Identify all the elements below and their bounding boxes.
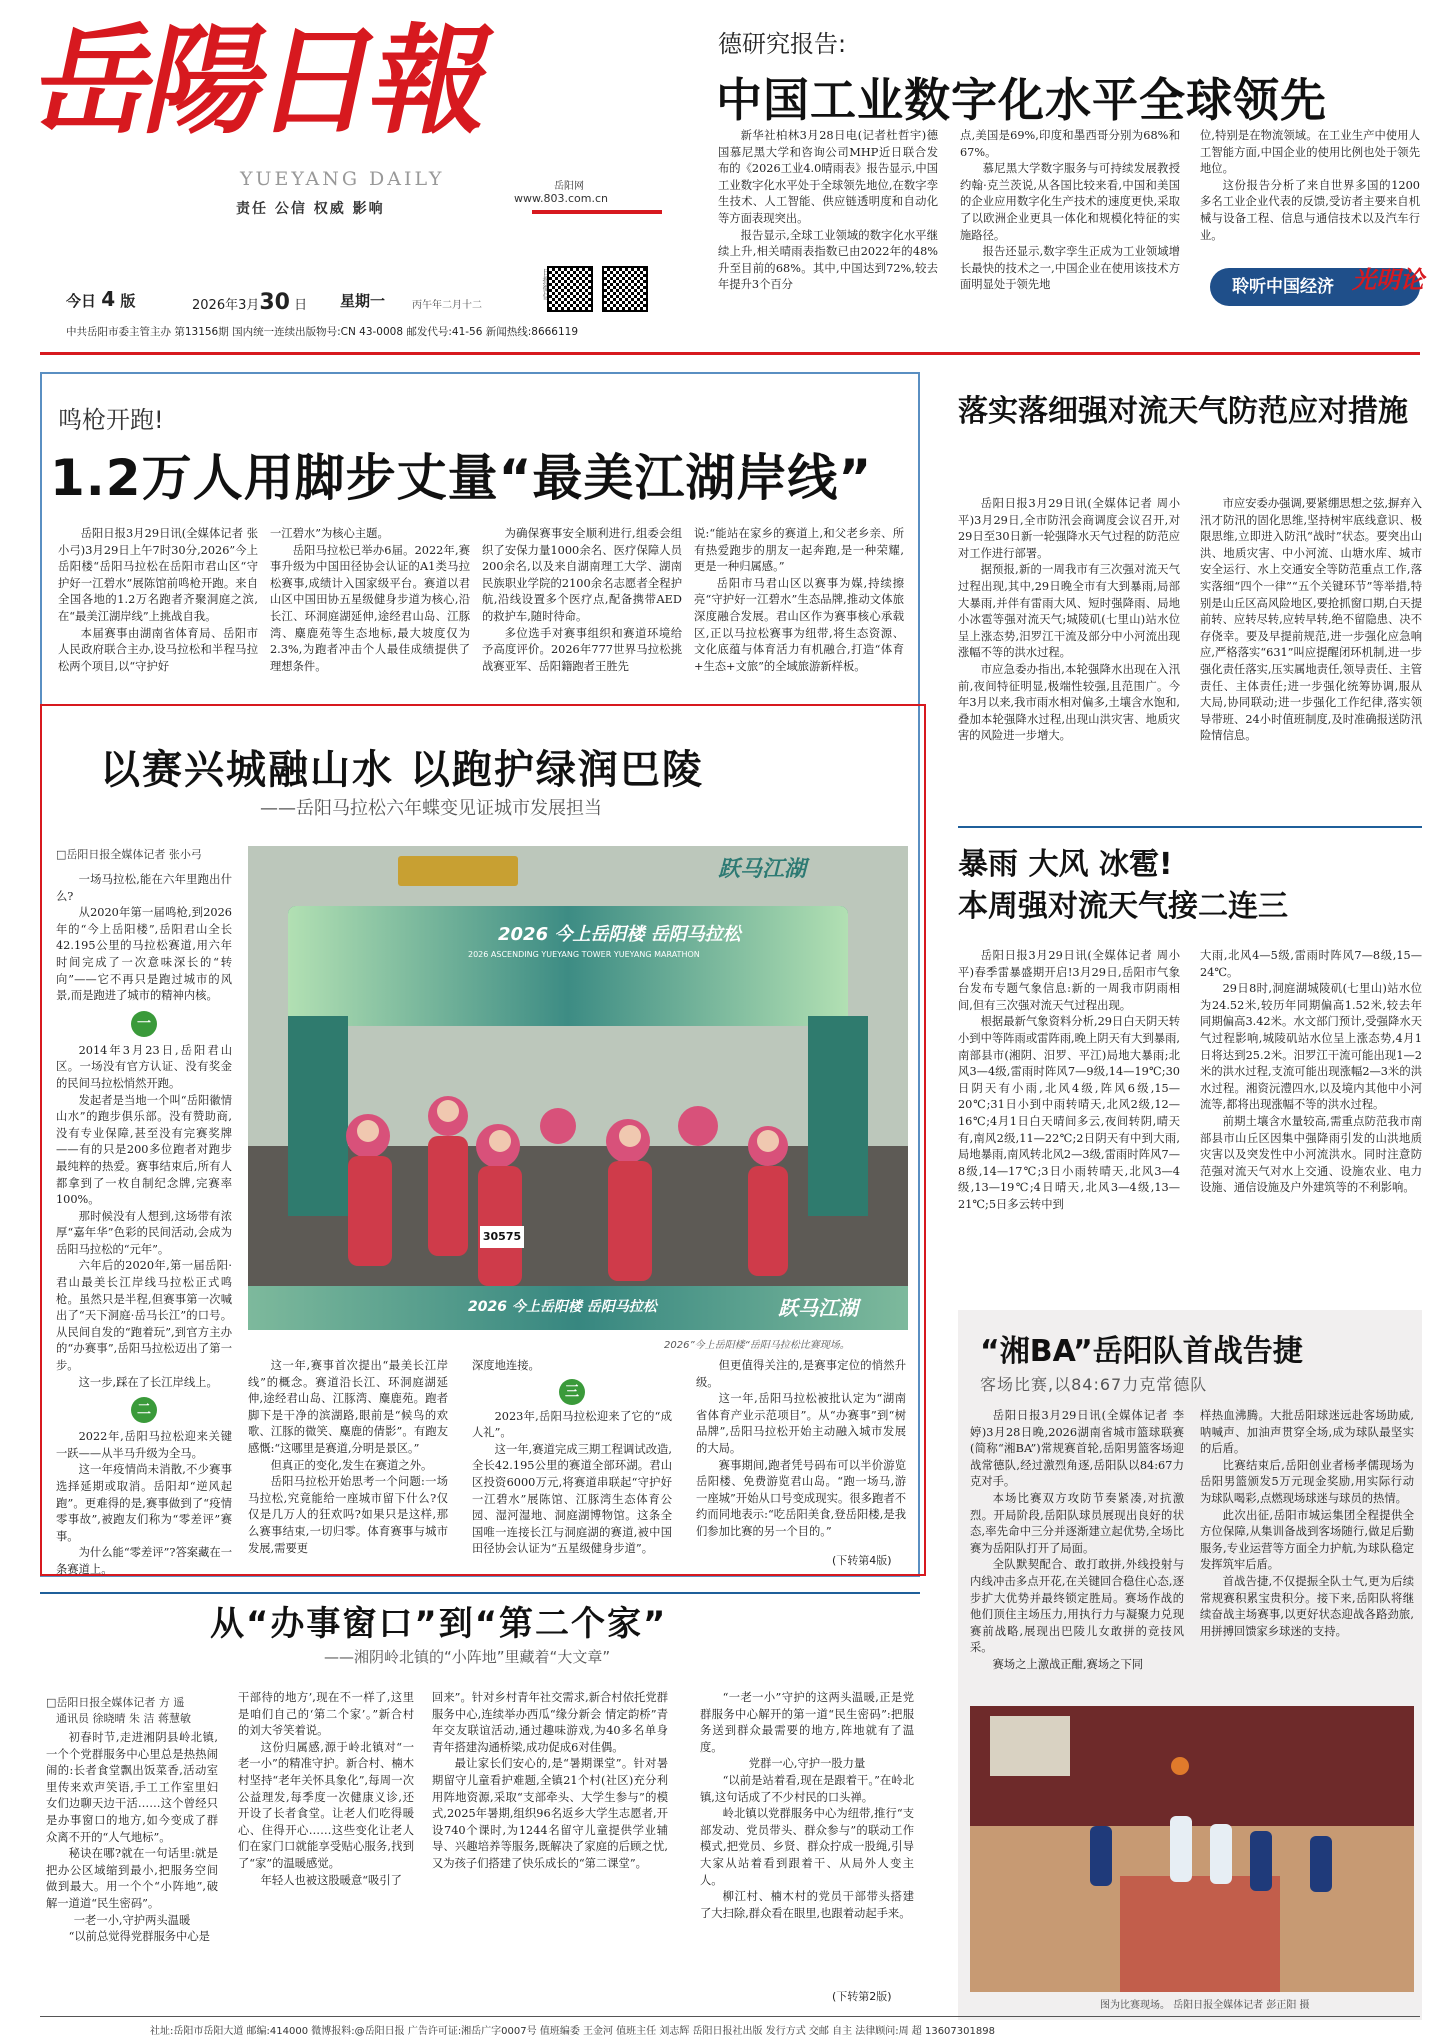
paragraph: 比赛结束后,岳阳创业者杨孝儒现场为岳阳男篮颁发5万元现金奖励,用实际行动为球队喝彩,点燃现场球迷与球员的热情。 (1200, 1458, 1414, 1505)
paragraph: 干部待的地方’,现在不一样了,这里是咱们自己的‘第二个家’。”新合村的刘大爷笑着说。 (238, 1691, 414, 1738)
paragraph: “以前是站着看,现在是跟着干。”在岭北镇,这句话成了不少村民的口头禅。 (700, 1773, 914, 1804)
marathon-kicker: 鸣枪开跑! (58, 406, 164, 434)
arch-slogan-top: 跃马江湖 (718, 857, 807, 882)
community-subtitle: ——湘阴岭北镇的“小阵地”里藏着“大文章” (324, 1648, 611, 1666)
issue-pages (66, 287, 135, 311)
community-col2 (238, 1690, 414, 2000)
paragraph: 六年后的2020年,第一届岳阳·君山最美长江岸线马拉松正式鸣枪。虽然只是半程,但赛事第一次喊出了“天下洞庭·岳马长江”的口号。从民间自发的“跑着玩”,到官方主办的“办赛事”,岳阳马拉松迈出了第一步。 (56, 1259, 232, 1373)
race-bib: 30575 (480, 1226, 524, 1248)
paragraph: 为确保赛事安全顺利进行,组委会组织了安保力量1000余名、医疗保障人员200余名,以及来自湖南理工大学、湖南民族职业学院的2100余名志愿者全程护航,沿线设置多个医疗点,配备携带AED的救护车,随时待命。 (482, 527, 682, 623)
lunar-date: 丙午年二月十二 (412, 300, 482, 311)
arch-banner-subtext: 2026 ASCENDING YUEYANG TOWER YUEYANG MARATHON (468, 950, 700, 959)
subheading: 党群一心,守护一股力量 (748, 1757, 866, 1771)
paragraph: 初春时节,走进湘阴县岭北镇,一个个党群服务中心里总是热热闹闹的:长者食堂飘出饭菜香,活动室里传来欢声笑语,手工工作室里妇女们边聊天边干活……这个曾经只是办事窗口的地方,如今变成了群众离不开的“人气地标”。 (46, 1731, 218, 1844)
paragraph: 秘诀在哪?就在一句话里:就是把办公区域缩到最小,把服务空间做到最大。用一个个“小阵地”,破解一道道“民生密码”。 (46, 1847, 218, 1910)
marathon-col2 (270, 526, 470, 675)
paragraph: 这份报告分析了来自世界多国的1200多名工业企业代表的反馈,受访者主要来自机械与设备工程、信息与通信技术以及汽车行业。 (1200, 178, 1420, 242)
paragraph: 回来”。针对乡村青年社交需求,新合村依托党群服务中心,连续举办西瓜“缘分新会 情定韵桥”青年交友联谊活动,通过趣味游戏,为40多名单身青年搭建沟通桥梁,成功促成6对佳偶。 (432, 1691, 668, 1754)
qr-code-app-icon[interactable] (547, 266, 593, 312)
feature-col1 (56, 872, 232, 1579)
sports-subtitle: 客场比赛,以84:67力克常德队 (980, 1375, 1208, 1394)
jump-to-page-4[interactable]: (下转第4版) (832, 1554, 892, 1567)
top-story-col3 (1200, 128, 1420, 244)
paragraph: 首战告捷,不仅提振全队士气,更为后续常规赛积累宝贵积分。接下来,岳阳队将继续奋战主场赛事,以更好状态迎战各路劲旅,用拼搏回馈家乡球迷的支持。 (1200, 1574, 1414, 1638)
community-title: 从“办事窗口”到“第二个家” (210, 1604, 668, 1644)
jump-to-page-2[interactable]: (下转第2版) (832, 1990, 892, 2003)
weather1-title: 落实落细强对流天气防范应对措施 (958, 394, 1408, 429)
masthead-divider (40, 352, 1420, 355)
footer-rule (40, 2016, 1420, 2017)
paragraph: 从2020年第一届鸣枪,到2026年的“今上岳阳楼”,岳阳君山全长42.195公里的马拉松赛道,用六年时间完成了一次意味深长的“转向”——它不再只是跑过城市的风景,而是跑进了城市的精神内核。 (56, 906, 232, 1003)
paragraph: 那时候没有人想到,这场带有浓厚“嘉年华”色彩的民间活动,会成为岳阳马拉松的“元年”。 (56, 1209, 232, 1256)
paragraph: 样热血沸腾。大批岳阳球迷远赴客场助威,呐喊声、加油声贯穿全场,成为球队最坚实的后盾。 (1200, 1409, 1414, 1456)
paragraph: 赛事期间,跑者凭号码布可以半价游览岳阳楼、免费游览君山岛。“跑一场马,游一座城”开始从口号变成现实。很多跑者不约而同地表示:“吃岳阳美食,登岳阳楼,是我们参加比赛的另一个目的。” (696, 1458, 906, 1538)
site-label: 岳阳网 (554, 181, 584, 192)
feature-title: 以赛兴城融山水 以跑护绿润巴陵 (100, 747, 704, 793)
banner-bottom-slogan: 跃马江湖 (778, 1296, 858, 1320)
paragraph: 岳阳马拉松已举办6届。2022年,赛事升级为中国田径协会认证的A1类马拉松赛事,成绩计入国家级平台。赛道以君山区中国田协五星级健身步道为核心,沿长江、环洞庭湖延伸,途经君山岛、江豚湾、麋鹿苑等生态地标,最大坡度仅为2.3%,为跑者冲击个人最佳成绩提供了理想条件。 (270, 543, 470, 673)
paragraph: 但更值得关注的,是赛事定位的悄然升级。 (696, 1359, 906, 1389)
top-story-col2 (960, 128, 1180, 294)
paragraph: 2022年,岳阳马拉松迎来关键一跃——从半马升级为全马。 (56, 1430, 232, 1460)
sports-col1 (970, 1408, 1184, 1698)
sports-title: “湘BA”岳阳队首战告捷 (980, 1334, 1303, 1369)
date-day: 30 (259, 290, 290, 315)
community-col1 (46, 1730, 218, 2000)
masthead-slogan: 责任 公信 权威 影响 (236, 201, 385, 217)
paragraph: 为什么能“零差评”?答案藏在一条赛道上。 (56, 1546, 232, 1576)
paragraph: 这份归属感,源于岭北镇对“一老一小”的精准守护。新合村、楠木村坚持“老年关怀具象化”,每周一次公益理发,每季度一次健康义诊,还开设了长者食堂。让老人们吃得暖心、住得开心……这些变化让老人们在家门口就能享受贴心服务,找到了“家”的温暖感觉。 (238, 1740, 414, 1870)
masthead-pinyin: YUEYANG DAILY (240, 168, 445, 190)
paragraph: 岭北镇以党群服务中心为纽带,推行“支部发动、党员带头、群众参与”的联动工作模式,把党员、乡贤、群众拧成一股绳,引导大家从站着看到跟着干、从局外人变主人。 (700, 1807, 914, 1887)
weather1-col1 (958, 496, 1180, 745)
paragraph: 报告显示,全球工业领域的数字化水平继续上升,相关晴雨表指数已由2022年的48%升至目前的68%。其中,中国达到72%,较去年提升3个百分 (718, 228, 938, 292)
paragraph: 多位选手对赛事组织和赛道环境给予高度评价。2026年777世界马拉松挑战赛亚军、岳阳籍跑者王胜先 (482, 626, 682, 673)
weather1-divider (958, 826, 1422, 828)
site-url[interactable]: www.803.com.cn (514, 192, 608, 205)
paragraph: 市应急委办指出,本轮强降水出现在入汛前,夜间特征明显,极端性较强,且范围广。今年3月以来,我市雨水相对偏多,土壤含水饱和,叠加本轮强降水过程,出现山洪灾害、地质灾害的风险进一步增大。 (958, 662, 1180, 743)
marathon-col3 (482, 526, 682, 675)
community-byline: □岳阳日报全媒体记者 方 遥 (46, 1696, 185, 1709)
paragraph: 柳江村、楠木村的党员干部带头搭建了大扫除,群众看在眼里,也跟着动起手来。 (700, 1890, 914, 1920)
top-story-kicker: 德研究报告: (718, 30, 847, 58)
marathon-col1 (58, 526, 258, 675)
date-year: 2026年3月 (192, 298, 260, 313)
feature-col2 (248, 1358, 448, 1557)
basketball-photo-illustration (970, 1706, 1414, 1992)
paragraph: 岳阳市马君山区以赛事为媒,持续擦亮“守护好一江碧水”生态品牌,推动文体旅深度融合发展。君山区作为赛事核心承载区,正以马拉松赛事为纽带,将生态资源、文化底蕴与体育活力有机融合,打造“体育+生态+文旅”的全域旅游新样板。 (694, 576, 904, 673)
community-byline2: 通讯员 徐晓晴 朱 洁 蒋慧敏 (56, 1712, 191, 1725)
paragraph: 全队默契配合、敢打敢拼,外线投射与内线冲击多点开花,在关键回合稳住心态,逐步扩大优势并最终锁定胜局。赛场作战的他们顶住主场压力,用执行力与凝聚力兑现赛前战略,展现出巴陵儿女敢拼的竞技风采。 (970, 1558, 1184, 1655)
arch-banner-text: 2026 今上岳阳楼 岳阳马拉松 (498, 924, 741, 945)
feature-byline: □岳阳日报全媒体记者 张小弓 (56, 848, 202, 861)
paragraph: 前期土壤含水量较高,需重点防范我市南部县市山丘区因集中强降雨引发的山洪地质灾害以及突发性中小河流洪水。同时注意防范强对流天气对水上交通、设施农业、电力设施、通信设施及户外建筑等的不利影响。 (1200, 1114, 1422, 1195)
page-count: 4 (101, 287, 116, 311)
subheading: 一老一小,守护两头温暖 (73, 1913, 191, 1927)
paragraph: 这一年,赛道完成三期工程调试改造,全长42.195公里的赛道全部环湖。君山区投资6000万元,将赛道串联起“守护好一江碧水”展陈馆、江豚湾生态体育公园、湿河湿地、洞庭湖博物馆。这条全国唯一连接长江与洞庭湖的赛道,被中国田径协会认证为“五星级健身步道”。 (472, 1442, 672, 1556)
paragraph: 点,美国是69%,印度和墨西哥分别为68%和67%。 (960, 129, 1180, 159)
banner-bottom-text: 2026 今上岳阳楼 岳阳马拉松 (468, 1299, 657, 1315)
guangming-logo: 光明论 (1352, 265, 1424, 294)
feature-subtitle: ——岳阳马拉松六年蝶变见证城市发展担当 (260, 798, 602, 819)
weather1-col2 (1200, 496, 1422, 745)
paragraph: 市应安委办强调,要紧绷思想之弦,摒弃入汛才防汛的固化思维,坚持树牢底线意识、极限思维,立即进入防汛“战时”状态。要突出山洪、地质灾害、中小河流、山塘水库、城市安全运行、水上交通安全等防范重点工作,落实落细“四个一律”“五个关键环节”等举措,特别是山丘区高风险地区,要抢抓窗口期,白天提前转、应转尽转,应转早转,绝不留隐患、决不存侥幸。要及早提前规范,进一步强化应急响应,严格落实“631”叫应提醒闭环机制,进一步强化责任落实,压实属地责任,领导责任、主管责任、主体责任;进一步强化统筹协调,服从大局,协同联动;进一步强化工作纪律,落实领导带班、24小时值班制度,及时准确报送防汛险情信息。 (1200, 497, 1422, 743)
weather2-title (958, 844, 1418, 928)
masthead-logo: 岳陽日報 (23, 11, 501, 150)
paragraph: 本场比赛双方攻防节奏紧凑,对抗激烈。开局阶段,岳阳队球员展现出良好的状态,率先命中三分并逐渐建立起优势,全场比赛为岳阳队打开了局面。 (970, 1491, 1184, 1555)
paragraph: 这一年,岳阳马拉松被批认定为“湖南省体育产业示范项目”。从“办赛事”到“树品牌”,岳阳马拉松开始主动融入城市发展的大局。 (696, 1392, 906, 1455)
photo-caption: 2026”今上岳阳楼“岳阳马拉松比赛现场。 (664, 1340, 850, 1351)
page-unit: 版 (120, 292, 136, 310)
publisher-line: 中共岳阳市委主管主办 第13156期 国内统一连续出版物号:CN 43-0008 邮发代号:41-56 新闻热线:8666119 (66, 326, 579, 338)
issue-date (192, 290, 307, 315)
paragraph: 深度地连接。 (472, 1359, 540, 1372)
paragraph: 最让家长们安心的,是“暑期课堂”。针对暑期留守儿童看护难题,全镇21个村(社区)充分利用阵地资源,采取“支部牵头、大学生参与”的模式,2025年暑期,组织96名返乡大学生志愿者,开设740个课时,为1244名留守儿童提供学业辅导、兴趣培养等服务,既解决了家庭的后顾之忧,又为孩子们搭建了快乐成长的“第二课堂”。 (432, 1757, 668, 1870)
paragraph: 2014年3月23日,岳阳君山区。一场没有官方认证、没有奖金的民间马拉松悄然开跑。 (56, 1043, 232, 1090)
section-number-2: 二 (131, 1397, 157, 1423)
community-col3 (432, 1690, 668, 2000)
paragraph: 新华社柏林3月28日电(记者杜哲宇)德国慕尼黑大学和咨询公司MHP近日联合发布的《2026工业4.0晴雨表》报告显示,中国工业数字化水平处于全球领先地位,在数字孪生技术、人工智能、供应链透明度和自动化等方面表现突出。 (718, 129, 938, 225)
paragraph: 岳阳日报3月29日讯(全媒体记者 周小平)春季雷暴盛期开启!3月29日,岳阳市气象台发布专题气象信息:新的一周我市阴雨相间,但有三次强对流天气过程出现。 (958, 949, 1180, 1012)
paragraph: 29日8时,洞庭湖城陵矶(七里山)站水位为24.52米,较历年同期偏高1.52米,较去年同期偏高3.42米。水文部门预计,受强降水天气过程影响,城陵矶站水位呈上涨态势,4月1日将达到25.2米。汨罗江干流可能出现1—2米的洪水过程,支流可能出现涨幅2—3米的洪水过程。湘资沅澧四水,以及境内其他中小河流等,都将出现涨幅不等的洪水过程。 (1200, 982, 1422, 1112)
section-number-1: 一 (131, 1011, 157, 1037)
paragraph: 这一年疫情尚未消散,不少赛事选择延期或取消。岳阳却“逆风起跑”。更难得的是,赛事做到了“疫情零事故”,被跑友们称为“零差评”赛事。 (56, 1463, 232, 1543)
paragraph: “以前总觉得党群服务中心是 (68, 1930, 210, 1944)
feature-col3 (472, 1358, 672, 1558)
badge-label: 聆听中国经济 (1232, 277, 1334, 297)
site-underline (532, 210, 662, 214)
today-label: 今日 (66, 292, 97, 310)
footer-info: 社址:岳阳市岳阳大道 邮编:414000 微博报料:@岳阳日报 广告许可证:湘岳广字0007号 值班编委 王金河 值班主任 刘志辉 岳阳日报社出版 发行方式 交邮 自主 法律顾问:周 超 13607301898 (150, 2026, 995, 2037)
weather2-title-line2: 本周强对流天气接二连三 (958, 889, 1288, 924)
paragraph: 本届赛事由湖南省体育局、岳阳市人民政府联合主办,设马拉松和半程马拉松两个项目,以“守护好 (58, 626, 258, 673)
weather2-col2 (1200, 948, 1422, 1197)
marathon-photo-illustration (248, 846, 908, 1330)
paragraph: 岳阳日报3月29日讯(全媒体记者 张小弓)3月29日上午7时30分,2026”今上岳阳楼“岳阳马拉松在岳阳市君山区“守护好一江碧水”展陈馆前鸣枪开跑。来自全国各地的1.2万名跑者齐聚洞庭之滨,在“最美江湖岸线”上挑战自我。 (58, 527, 258, 623)
top-story-title: 中国工业数字化水平全球领先 (716, 73, 1327, 127)
paragraph: 岳阳马拉松开始思考一个问题:一场马拉松,究竟能给一座城市留下什么?仅仅是几万人的狂欢吗?如果只是这样,那么赛事结束,一切归零。体育赛事与城市发展,需要更 (248, 1475, 448, 1555)
weather2-col1 (958, 948, 1180, 1214)
marathon-col4 (694, 526, 904, 675)
weekday: 星期一 (340, 292, 386, 310)
paragraph: 说:“能站在家乡的赛道上,和父老乡亲、所有热爱跑步的朋友一起奔跑,是一种荣耀,更是一种归属感。” (694, 527, 904, 574)
paragraph: 年轻人也被这股暖意“吸引了 (260, 1873, 402, 1887)
paragraph: 2023年,岳阳马拉松迎来了它的“成人礼”。 (472, 1409, 672, 1440)
community-col4 (700, 1690, 914, 2000)
basketball-photo (970, 1706, 1414, 1992)
paragraph: 根据最新气象资料分析,29日白天阴天转小到中等阵雨或雷阵雨,晚上阴天有大到暴雨,南部县市(湘阴、汨罗、平江)局地大暴雨;北风3—4级,雷雨时阵风7—9级,14—19℃;30日阴天有小雨,北风4级,阵风6级,15—20℃;31日小到中雨转晴天,北风2级,12—16℃;4月1日白天晴间多云,夜间转阴,晴天有,南风2级,11—22℃;2日阴天有中到大雨,局地暴雨,南风转北风2—3级,雷雨时阵风7—8级,14—17℃;3日小雨转晴天,北风3—4级,13—19℃;4日晴天,北风3—4级,13—21℃;5日多云转中到 (958, 1015, 1180, 1211)
qr-code-wechat-icon[interactable] (602, 266, 648, 312)
paragraph: 慕尼黑大学数字服务与可持续发展教授约翰·克兰茨说,从各国比较来看,中国和美国的企业应用数字化生产技术的速度更快,采取了以欧洲企业更具一体化和规模化特征的实施路径。 (960, 162, 1180, 242)
section-number-3: 三 (559, 1379, 585, 1405)
paragraph: “一老一小”守护的这两头温暖,正是党群服务中心解开的第一道“民生密码”:把服务送到群众最需要的地方,阵地就有了温度。 (700, 1691, 914, 1754)
paragraph: 但真正的变化,发生在赛道之外。 (270, 1458, 433, 1472)
paragraph: 报告还显示,数字孪生正成为工业领域增长最快的技术之一,中国企业在使用该技术方面明显处于领先地 (960, 245, 1180, 292)
sports-photo-caption: 图为比赛现场。 岳阳日报全媒体记者 彭正阳 摄 (1100, 2000, 1310, 2011)
paragraph: 一场马拉松,能在六年里跑出什么? (56, 873, 232, 903)
paragraph: 大雨,北风4—5级,雷雨时阵风7—8级,15—24℃。 (1200, 949, 1422, 979)
marathon-title: 1.2万人用脚步丈量“最美江湖岸线” (50, 449, 873, 507)
date-day-unit: 日 (294, 298, 308, 313)
paragraph: 一江碧水”为核心主题。 (270, 527, 389, 540)
community-divider (40, 1592, 920, 1594)
feature-col4 (696, 1358, 906, 1541)
paragraph: 这一年,赛事首次提出“最美长江岸线”的概念。赛道沿长江、环洞庭湖延伸,途经君山岛、江豚湾、麋鹿苑。跑者脚下是干净的滨湖路,眼前是“候鸟的欢歌、江豚的微笑、麋鹿的倩影”。有跑友感慨:“这哪里是赛道,分明是景区。” (248, 1359, 448, 1455)
top-story-col1 (718, 128, 938, 294)
paragraph: 此次出征,岳阳市城运集团全程提供全方位保障,从集训备战到客场随行,做足后勤服务,专业运营等方面全力护航,为球队稳定发挥筑牢后盾。 (1200, 1508, 1414, 1572)
marathon-photo (248, 846, 908, 1330)
paragraph: 岳阳日报3月29日讯(全媒体记者 李婷)3月28日晚,2026湖南省城市篮球联赛(简称“湘BA”)常规赛首轮,岳阳男篮客场迎战常德队,经过激烈角逐,岳阳队以84:67力克对手。 (970, 1409, 1184, 1489)
paragraph: 这一步,踩在了长江岸线上。 (78, 1375, 218, 1389)
paragraph: 据预报,新的一周我市有三次强对流天气过程出现,其中,29日晚全市有大到暴雨,局部大暴雨,并伴有雷雨大风、短时强降雨、局地小冰雹等强对流天气;城陵矶(七里山)站水位呈上涨态势,汨罗江干流及部分中小河流出现涨幅不等的洪水过程。 (958, 563, 1180, 660)
paragraph: 岳阳日报3月29日讯(全媒体记者 周小平)3月29日,全市防汛会商调度会议召开,对29日至30日新一轮强降水天气过程的防范应对工作进行部署。 (958, 497, 1180, 560)
sports-col2 (1200, 1408, 1414, 1698)
paragraph: 赛场之上激战正酣,赛场之下同 (992, 1657, 1144, 1671)
paragraph: 位,特别是在物流领域。在工业生产中使用人工智能方面,中国企业的使用比例也处于领先地位。 (1200, 129, 1420, 176)
paragraph: 发起者是当地一个叫“岳阳徽情山水”的跑步俱乐部。没有赞助商,没有专业保障,甚至没有完赛奖牌——有的只是200多位跑者对跑步最纯粹的热爱。赛事结束后,所有人都拿到了一枚自制纪念牌,完赛率100%。 (56, 1093, 232, 1207)
weather2-title-line1: 暴雨 大风 冰雹! (958, 847, 1173, 882)
